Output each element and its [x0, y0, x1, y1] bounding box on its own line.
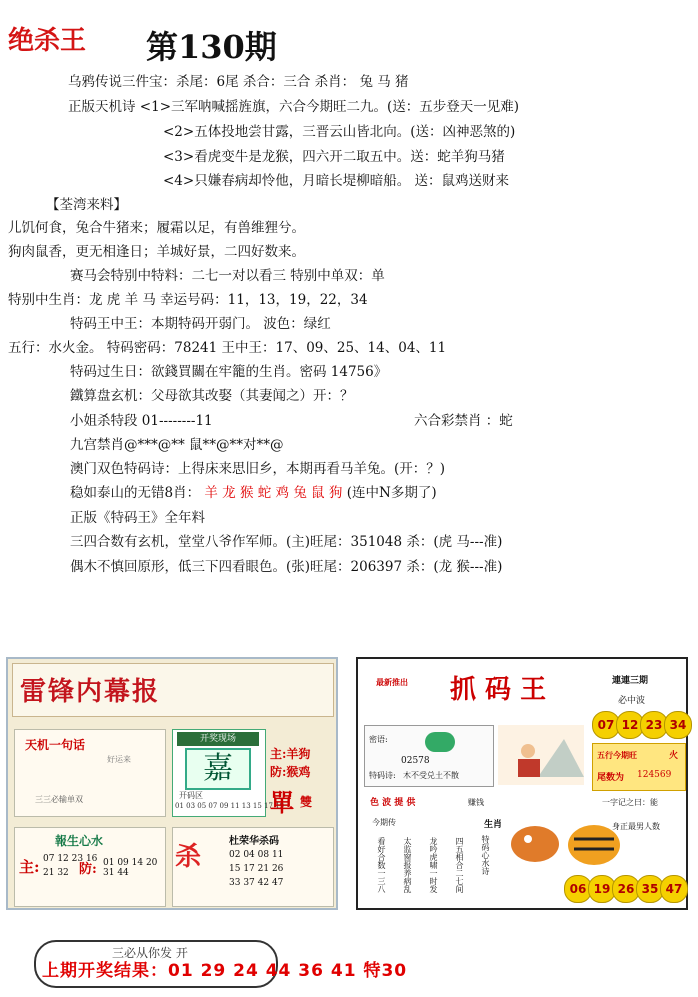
- xinshui-box: [14, 827, 166, 907]
- text-line-5: <4>只嫌春病却怜他，月暗长堤柳暗船。 送：鼠鸡送财来: [163, 173, 510, 189]
- kaijiang-title: 开奖现场: [177, 732, 259, 746]
- top-ball-4: 34: [664, 711, 692, 739]
- zhu-label: 主:: [19, 858, 40, 876]
- secai-label: 色 波 提 供: [370, 798, 416, 808]
- tianji-box: [14, 729, 166, 817]
- wuxing-value: 火: [669, 751, 679, 761]
- fang-numbers: 01 09 14 20 31 44: [103, 858, 158, 878]
- zhuama-panel: [356, 657, 688, 910]
- wuxing-box: [592, 743, 686, 791]
- cloud-text: 三必从你发 开: [112, 946, 188, 960]
- wucuo-note: (连中N多期了): [346, 485, 437, 501]
- code-number: 02578: [401, 756, 430, 766]
- leifeng-title: 雷锋内幕报: [20, 677, 161, 707]
- text-line-19: [70, 481, 437, 501]
- sha-numbers-row-1: 02 04 08 11: [229, 850, 284, 860]
- poem-col-3: 龙吟虎啸一时发: [429, 837, 438, 893]
- scholar-icon: [498, 725, 584, 785]
- weishu-label: 尾数为: [597, 773, 625, 783]
- temashi-label: 特码诗:: [369, 771, 396, 780]
- fang-label: 防:: [79, 862, 97, 877]
- top-ball-3: 23: [640, 711, 668, 739]
- poem-col-2: 太监窗报养病乱: [403, 837, 412, 893]
- text-line-14: 鐵算盘玄机：父母欲其改娶（其妻闻之）开：？: [70, 388, 354, 404]
- tianji-title: 天机一句话: [25, 738, 86, 752]
- sha-numbers-row-3: 33 37 42 47: [229, 878, 284, 888]
- top-ball-1: 07: [592, 711, 620, 739]
- text-line-17: 九宫禁肖@***@** 鼠**@**对**@: [70, 437, 284, 453]
- dujia-title: 杜荣华杀码: [229, 836, 279, 847]
- temashi-text: 木不受兑土不散: [403, 771, 459, 780]
- bottom-ball-1: 06: [564, 875, 592, 903]
- shama-box: [172, 827, 334, 907]
- dragon-icon: [508, 819, 562, 869]
- text-line-16: 六合彩禁肖 ：蛇: [414, 413, 513, 429]
- bottom-ball-5: 47: [660, 875, 688, 903]
- yizi-label: 一字记之曰：能: [602, 798, 658, 807]
- extra-numbers: 21 32: [43, 868, 69, 878]
- text-line-9: 赛马会特别中特料：二七一对以看三 特别中单双：单: [70, 268, 385, 284]
- lianzhong-label: 連連三期: [612, 676, 649, 686]
- brand-title: 绝杀王: [8, 26, 87, 56]
- text-line-20: 正版《特码王》全年料: [70, 510, 205, 526]
- dan-character: 單: [270, 788, 294, 817]
- poem-col-1: 看好合数一三八: [377, 837, 386, 893]
- wucuo-zodiacs: 羊 龙 猴 蛇 鸡 兔 鼠 狗: [204, 485, 343, 501]
- xinshui-title: 報生心水: [55, 834, 104, 848]
- text-line-10: 特别中生肖：龙 虎 羊 马 幸运号码：11，13，19，22，34: [8, 292, 368, 308]
- text-line-3: <2>五体投地尝甘露，三晋云山皆北向。(送：凶神恶煞的): [163, 124, 516, 140]
- bottom-ball-3: 26: [612, 875, 640, 903]
- shuang-character: 雙: [300, 795, 313, 809]
- sha-numbers-row-2: 15 17 21 26: [229, 864, 284, 874]
- text-line-21: 三四合数有玄机，堂堂八爷作军师。(主)旺尾：351048 杀：(虎 马---准): [70, 534, 503, 550]
- fang-zodiac: 防:猴鸡: [270, 765, 311, 779]
- section-heading: 【荃湾来料】: [46, 197, 127, 213]
- jinqi-label: 今期传: [372, 818, 396, 827]
- top-ball-2: 12: [616, 711, 644, 739]
- issue-number: 第130期: [146, 28, 277, 66]
- zhu-zodiac: 主:羊狗: [270, 747, 311, 761]
- piaozhu-label: 赚钱: [468, 798, 484, 807]
- text-line-11: 特码王中王：本期特码开弱门。 波色：绿红: [70, 316, 331, 332]
- sha-character: 杀: [175, 842, 202, 872]
- scholar-illustration: [498, 725, 584, 785]
- text-line-13: 特码过生日：欲錢買關在牢籠的生肖。密码 14756》: [70, 364, 388, 380]
- text-line-4: <3>看虎变牛是龙猴，四六开二取五中。送：蛇羊狗马猪: [163, 149, 505, 165]
- text-line-22: 偶木不慎回原形，低三下四看眼色。(张)旺尾：206397 杀：(龙 猴---准): [70, 559, 503, 575]
- text-line-18: 澳门双色特码诗：上得床来思旧乡，本期再看马羊兔。(开：？): [70, 461, 446, 477]
- bizhongbo-label: 必中波: [618, 696, 646, 706]
- text-line-12: 五行：水火金。 特码密码：78241 王中王：17、09、25、14、04、11: [8, 340, 447, 356]
- bottom-ball-2: 19: [588, 875, 616, 903]
- kaijiang-box: [172, 729, 285, 817]
- grid-numbers: 01 03 05 07 09 11 13 15 17 19: [175, 802, 285, 810]
- watermark-line: 三三必输单双: [35, 795, 83, 804]
- miyu-label: 密语:: [369, 735, 388, 744]
- weishu-value: 124569: [637, 770, 672, 780]
- zhuama-title: 抓 码 王: [450, 675, 547, 705]
- kaimaqu-label: 开码区: [179, 791, 203, 800]
- emblem-icon: [425, 732, 455, 752]
- last-draw-result: 上期开奖结果：01 29 24 44 36 41 特30: [42, 961, 408, 981]
- text-line-15: 小姐杀特段 01--------11: [70, 413, 213, 429]
- leifeng-panel: [6, 657, 338, 910]
- shengxiao-label: 生肖: [484, 820, 503, 830]
- text-line-8: 狗肉鼠香，更无相逢日；羊城好景，二四好数来。: [8, 244, 305, 260]
- tema-xinshui-label: 特码心水诗: [481, 835, 490, 875]
- zhu-numbers: 07 12 23 16: [43, 854, 98, 864]
- bottom-ball-4: 35: [636, 875, 664, 903]
- big-character: 嘉: [185, 748, 251, 790]
- zuixin-label: 最新推出: [376, 677, 408, 687]
- wucuo-label: 稳如泰山的无错8肖：: [70, 485, 201, 501]
- miyu-box: [364, 725, 494, 787]
- shenzheng-label: 身正最男人数: [612, 822, 660, 831]
- text-line-1: 乌鸦传说三件宝：杀尾：6尾 杀合：三合 杀肖： 兔 马 猪: [68, 74, 409, 90]
- dragon-illustration: [508, 819, 562, 869]
- poem-col-4: 四五相合二七间: [455, 837, 464, 893]
- text-line-2: 正版天机诗 <1>三军呐喊摇旌旗，六合今期旺二九。(送：五步登天一见难): [68, 99, 520, 115]
- tianji-sub: 好运来: [107, 755, 131, 764]
- wuxing-label: 五行今期旺: [597, 750, 637, 760]
- text-line-7: 儿饥何食，兔合牛猪来；履霜以足，有兽维狸兮。: [8, 220, 305, 236]
